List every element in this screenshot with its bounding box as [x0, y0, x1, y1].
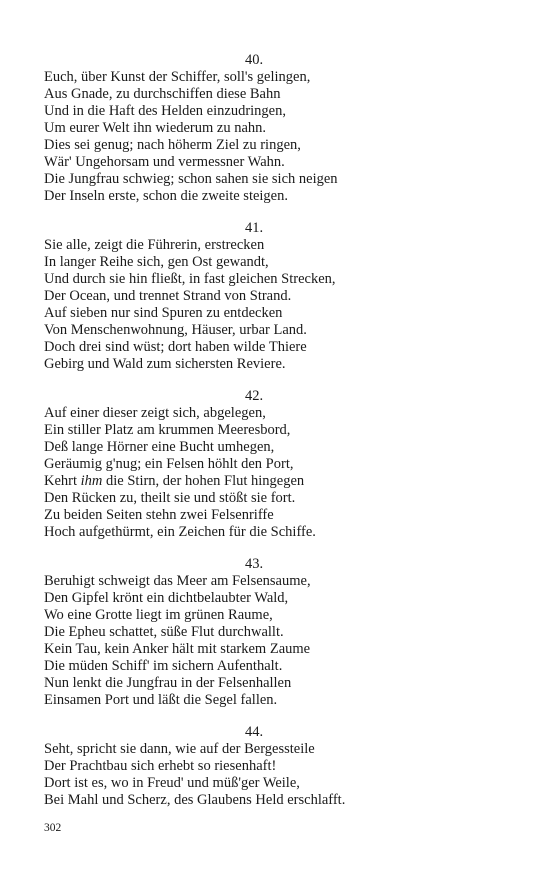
verse-line: Die Jungfrau schwieg; schon sahen sie sich neigen: [44, 171, 338, 187]
stanza-40: [44, 52, 464, 205]
verse-line: Die Epheu schattet, süße Flut durchwallt.: [44, 624, 284, 640]
stanza-42: [44, 388, 464, 541]
verse-line: In langer Reihe sich, gen Ost gewandt,: [44, 254, 269, 270]
verse-line: Beruhigt schweigt das Meer am Felsensaume,: [44, 573, 311, 589]
verse-line: Aus Gnade, zu durchschiffen diese Bahn: [44, 86, 281, 102]
verse-line: Gebirg und Wald zum sichersten Reviere.: [44, 356, 286, 372]
verse-line: Sie alle, zeigt die Führerin, erstrecken: [44, 237, 265, 253]
verse-line: Seht, spricht sie dann, wie auf der Bergessteile: [44, 741, 315, 757]
stanza-number: 40.: [244, 52, 264, 68]
verse-line: Von Menschenwohnung, Häuser, urbar Land.: [44, 322, 307, 338]
verse-line: Um eurer Welt ihn wiederum zu nahn.: [44, 120, 267, 136]
verse-line: Bei Mahl und Scherz, des Glaubens Held erschlafft.: [44, 792, 346, 808]
verse-line: Der Prachtbau sich erhebt so riesenhaft!: [44, 758, 277, 774]
stanza-41: [44, 220, 464, 373]
verse-line: Nun lenkt die Jungfrau in der Felsenhallen: [44, 675, 292, 691]
page-number: 302: [44, 822, 62, 834]
verse-line: Und durch sie hin fließt, in fast gleichen Strecken,: [44, 271, 336, 287]
italic-word: ihm: [80, 473, 103, 489]
verse-line: Kein Tau, kein Anker hält mit starkem Zaume: [44, 641, 311, 657]
verse-line: Auf einer dieser zeigt sich, abgelegen,: [44, 405, 266, 421]
stanza-number: 43.: [244, 556, 264, 572]
verse-line: Der Ocean, und trennet Strand von Strand.: [44, 288, 292, 304]
verse-text: die Stirn, der hohen Flut hingegen: [102, 473, 305, 489]
verse-line: Ein stiller Platz am krummen Meeresbord,: [44, 422, 291, 438]
verse-line: Die müden Schiff' im sichern Aufenthalt.: [44, 658, 283, 674]
stanza-number: 41.: [244, 220, 264, 236]
stanza-43: [44, 556, 464, 709]
verse-line: Wo eine Grotte liegt im grünen Raume,: [44, 607, 273, 623]
verse-line: Doch drei sind wüst; dort haben wilde Thiere: [44, 339, 307, 355]
stanza-number: 44.: [244, 724, 264, 740]
verse-line: Euch, über Kunst der Schiffer, soll's gelingen,: [44, 69, 311, 85]
verse-line-with-italic: [44, 473, 464, 490]
verse-line: Deß lange Hörner eine Bucht umhegen,: [44, 439, 275, 455]
verse-line: Und in die Haft des Helden einzudringen,: [44, 103, 286, 119]
verse-line: Den Rücken zu, theilt sie und stößt sie fort.: [44, 490, 296, 506]
verse-line: Zu beiden Seiten stehn zwei Felsenriffe: [44, 507, 274, 523]
verse-line: Der Inseln erste, schon die zweite steigen.: [44, 188, 288, 204]
stanza-44: [44, 724, 464, 809]
verse-line: Einsamen Port und läßt die Segel fallen.: [44, 692, 278, 708]
stanza-number: 42.: [244, 388, 264, 404]
verse-line: Auf sieben nur sind Spuren zu entdecken: [44, 305, 283, 321]
verse-line: Hoch aufgethürmt, ein Zeichen für die Schiffe.: [44, 524, 316, 540]
verse-line: Wär' Ungehorsam und vermessner Wahn.: [44, 154, 285, 170]
verse-line: Dort ist es, wo in Freud' und müß'ger Weile,: [44, 775, 300, 791]
verse-line: Geräumig g'nug; ein Felsen höhlt den Port,: [44, 456, 294, 472]
verse-line: Den Gipfel krönt ein dichtbelaubter Wald,: [44, 590, 289, 606]
verse-text: Kehrt: [44, 473, 81, 489]
verse-line: Dies sei genug; nach höherm Ziel zu ringen,: [44, 137, 301, 153]
